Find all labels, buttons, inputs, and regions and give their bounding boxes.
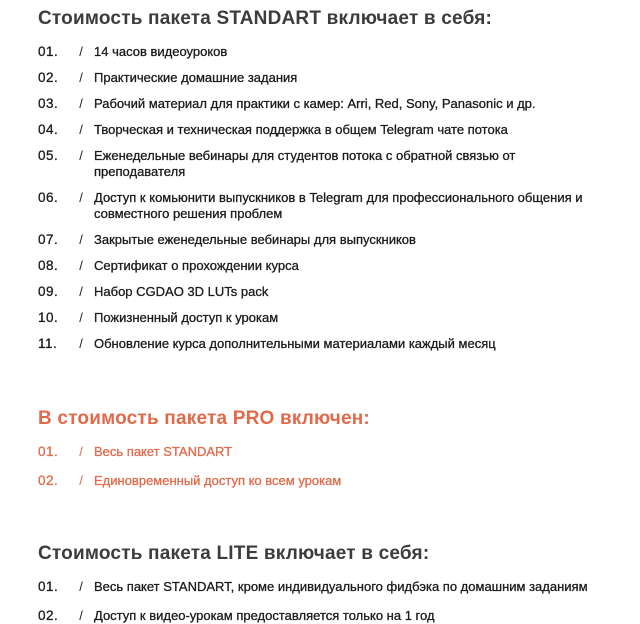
slash-separator: /: [79, 44, 83, 59]
slash-separator: /: [79, 579, 83, 594]
item-number: 07.: [38, 232, 59, 247]
list-item: [38, 444, 610, 460]
item-text: Обновление курса дополнительными материалами каждый месяц: [94, 336, 496, 351]
item-text: Доступ к видео-урокам предоставляется только на 1 год: [94, 608, 435, 623]
slash-separator: /: [79, 258, 83, 273]
item-number: 01.: [38, 44, 59, 59]
list-item: [38, 284, 610, 300]
item-number: 05.: [38, 148, 59, 163]
section-pro: [38, 408, 610, 489]
slash-separator: /: [79, 232, 83, 247]
section-gap: [38, 362, 610, 408]
slash-separator: /: [79, 122, 83, 137]
lite-items-list: [38, 579, 610, 624]
slash-separator: /: [79, 148, 83, 163]
item-text: Закрытые еженедельные вебинары для выпускников: [94, 232, 416, 247]
list-item: [38, 232, 610, 248]
item-text: 14 часов видеоуроков: [94, 44, 228, 59]
item-text: Сертификат о прохождении курса: [94, 258, 299, 273]
slash-separator: /: [79, 336, 83, 351]
slash-separator: /: [79, 608, 83, 623]
standart-items-list: [38, 44, 610, 352]
item-text: Единовременный доступ ко всем урокам: [94, 473, 342, 488]
item-number: 04.: [38, 122, 59, 137]
item-number: 01.: [38, 579, 59, 594]
item-number: 08.: [38, 258, 59, 273]
list-item: [38, 608, 610, 624]
slash-separator: /: [79, 284, 83, 299]
item-number: 01.: [38, 444, 59, 459]
item-text: Практические домашние задания: [94, 70, 298, 85]
item-number: 02.: [38, 70, 59, 85]
section-title-lite: Стоимость пакета LITE включает в себя:: [38, 543, 430, 564]
item-number: 03.: [38, 96, 59, 111]
item-number: 06.: [38, 190, 59, 205]
list-item: [38, 148, 610, 180]
item-text: Весь пакет STANDART, кроме индивидуального фидбэка по домашним заданиям: [94, 579, 588, 594]
section-title-standart: Стоимость пакета STANDART включает в себя:: [38, 8, 493, 29]
section-lite: [38, 543, 610, 624]
item-number: 10.: [38, 310, 59, 325]
list-item: [38, 579, 610, 595]
list-item: [38, 96, 610, 112]
item-text: Весь пакет STANDART: [94, 444, 233, 459]
item-number: 11.: [38, 336, 58, 351]
item-number: 09.: [38, 284, 59, 299]
slash-separator: /: [79, 70, 83, 85]
list-item: [38, 44, 610, 60]
slash-separator: /: [79, 310, 83, 325]
list-item: [38, 310, 610, 326]
section-title-pro: В стоимость пакета PRO включен:: [38, 408, 370, 429]
slash-separator: /: [79, 190, 83, 205]
item-text: Еженедельные вебинары для студентов потока с обратной связью от преподавателя: [94, 148, 516, 179]
item-text: Творческая и техническая поддержка в общем Telegram чате потока: [94, 122, 508, 137]
slash-separator: /: [79, 444, 83, 459]
item-text: Рабочий материал для практики с камер: Arri, Red, Sony, Panasonic и др.: [94, 96, 536, 111]
section-gap: [38, 502, 610, 543]
slash-separator: /: [79, 473, 83, 488]
item-text: Доступ к комьюнити выпускников в Telegram для профессионального общения и совместного решения проблем: [94, 190, 583, 221]
pro-items-list: [38, 444, 610, 489]
item-number: 02.: [38, 473, 59, 488]
list-item: [38, 336, 610, 352]
item-number: 02.: [38, 608, 59, 623]
list-item: [38, 258, 610, 274]
item-text: Набор CGDAO 3D LUTs pack: [94, 284, 269, 299]
list-item: [38, 473, 610, 489]
list-item: [38, 190, 610, 222]
list-item: [38, 122, 610, 138]
item-text: Пожизненный доступ к урокам: [94, 310, 279, 325]
list-item: [38, 70, 610, 86]
section-standart: [38, 8, 610, 352]
slash-separator: /: [79, 96, 83, 111]
